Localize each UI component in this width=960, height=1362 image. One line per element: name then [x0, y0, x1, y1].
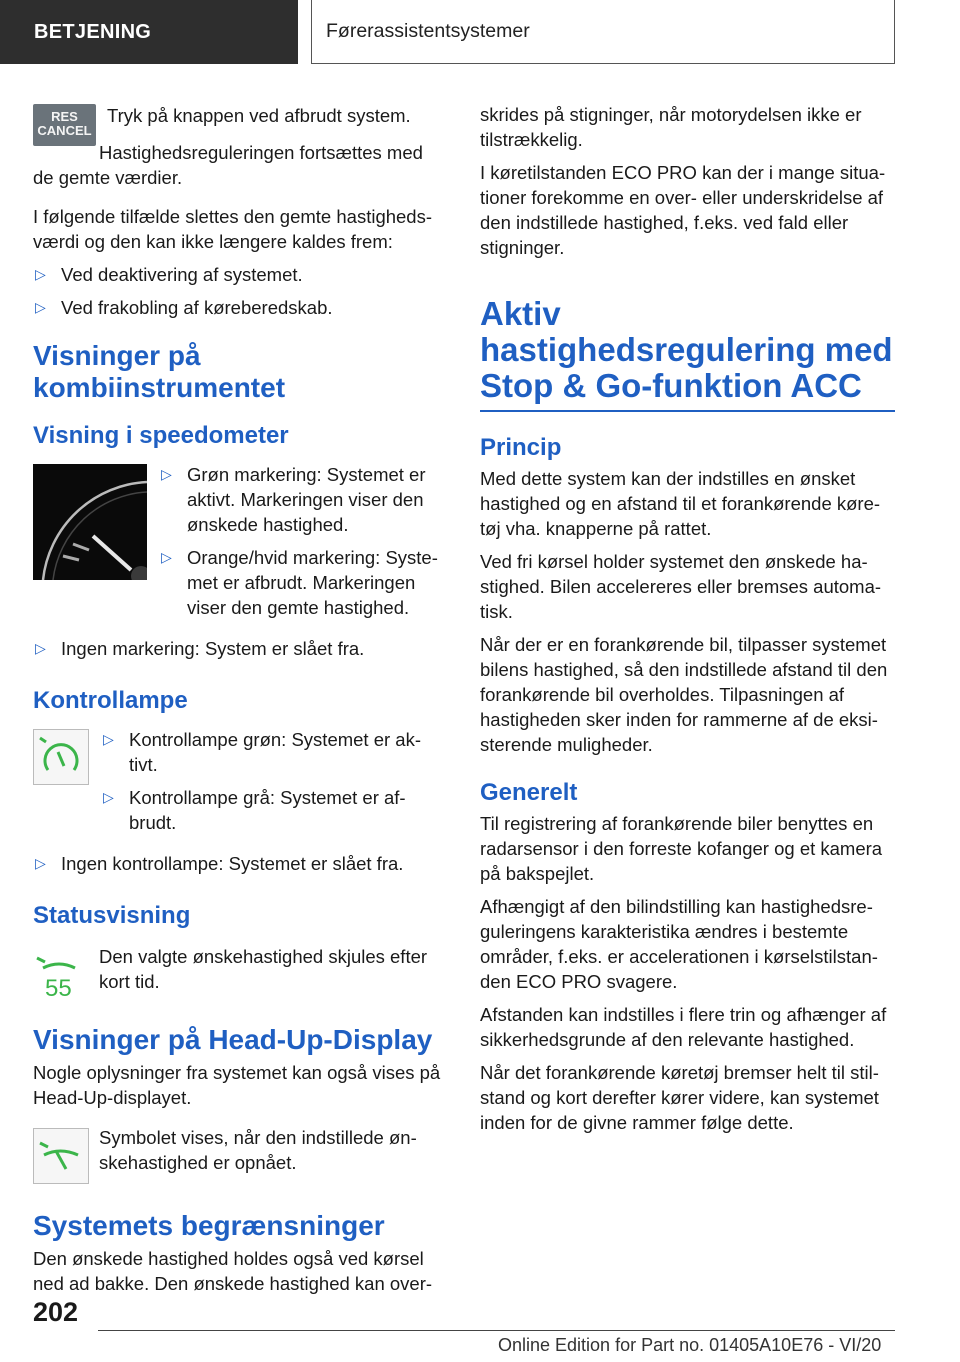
triangle-bullet-icon: ▷ — [161, 466, 172, 482]
heading-generelt: Generelt — [480, 779, 578, 806]
res-text: Tryk på knappen ved afbrudt system. — [107, 105, 411, 126]
lamp-row — [33, 727, 447, 851]
list-item: ▷ Kontrollampe grå: Systemet er af-brudt. — [103, 787, 406, 833]
status-speed-icon — [33, 944, 89, 1000]
lamp-list-2 — [33, 851, 447, 876]
hud-text: Nogle oplysninger fra systemet kan også vises på Head-Up-displayet. — [33, 1062, 441, 1108]
generelt-text-4: Når det forankørende køretøj bremser helt til stil-stand og kort derefter kører videre, kan systemet inden for de givne rammer følge dette. — [480, 1062, 879, 1133]
list-item: ▷ Kontrollampe grøn: Systemet er ak-tivt. — [103, 729, 421, 775]
heading-princip: Princip — [480, 434, 562, 461]
list-item: ▷ Ingen kontrollampe: Systemet er slået fra. — [35, 853, 404, 874]
res-text-continued: Hastighedsreguleringen fortsættes med de gemte værdier. — [33, 142, 423, 188]
svg-text:55: 55 — [45, 975, 72, 1000]
eco-pro-text: I køretilstanden ECO PRO kan der i mange situa-tioner forekomme en over- eller underskridelse af den indstillede hastighed, f.eks. ved fald eller stigninger. — [480, 162, 886, 258]
res-cancel-button-icon: RES CANCEL — [33, 104, 96, 146]
speedo-list — [159, 462, 447, 628]
heading-lamp: Kontrollampe — [33, 687, 188, 714]
acc-indicator-lamp-icon — [33, 729, 89, 785]
heading-hud: Visninger på Head-Up-Display — [33, 1024, 433, 1055]
hud-row — [33, 1124, 447, 1184]
speedo-list-2 — [33, 636, 447, 661]
princip-text-3: Når der er en forankørende bil, tilpasser systemet bilens hastighed, så den indstillede afstand til den forankørende bil overholdes. Tilpasningen af hastigheden sker inden for rammerne af de eksi-sterende muligheder. — [480, 634, 888, 755]
speedometer-image-icon — [33, 464, 147, 580]
triangle-bullet-icon: ▷ — [103, 731, 114, 747]
generelt-text-1: Til registrering af forankørende biler benyttes en radarsensor i den forreste kofanger og et kamera på bakspejlet. — [480, 813, 883, 884]
triangle-bullet-icon: ▷ — [35, 640, 46, 656]
triangle-bullet-icon: ▷ — [161, 549, 172, 565]
footer-rule — [98, 1330, 895, 1331]
lamp-list — [101, 727, 446, 843]
heading-limits: Systemets begrænsninger — [33, 1210, 385, 1241]
speedo-row — [33, 462, 447, 636]
list-item: ▷ Grøn markering: Systemet er aktivt. Markeringen viser den ønskede hastighed. — [161, 464, 426, 535]
right-column — [480, 102, 895, 1143]
section-tab: BETJENING — [0, 0, 298, 64]
list-item: ▷ Ved deaktivering af systemet. — [35, 264, 303, 285]
limits-text: Den ønskede hastighed holdes også ved kørsel ned ad bakke. Den ønskede hastighed kan over- — [33, 1248, 433, 1294]
delete-paragraph: I følgende tilfælde slettes den gemte hastigheds-værdi og den kan ikke længere kaldes frem: — [33, 206, 433, 252]
hud-icon-text: Symbolet vises, når den indstillede øn-skehastighed er opnået. — [99, 1127, 417, 1173]
triangle-bullet-icon: ▷ — [35, 299, 46, 315]
heading-acc: Aktiv hastighedsregulering med Stop & Go-funktion ACC — [480, 295, 893, 404]
delete-list — [33, 262, 447, 320]
triangle-bullet-icon: ▷ — [35, 855, 46, 871]
status-row — [33, 942, 447, 1002]
list-item: ▷ Ved frakobling af køreberedskab. — [35, 297, 333, 318]
page-header — [0, 0, 960, 66]
generelt-text-2: Afhængigt af den bilindstilling kan hastighedsre-guleringens karakteristika ændres i bestemte områder, f.eks. er accelerationen i kørselstilstan-den ECO PRO svagere. — [480, 896, 878, 992]
generelt-text-3: Afstanden kan indstilles i flere trin og afhænger af sikkerhedsgrunde af den relevante hastighed. — [480, 1004, 887, 1050]
princip-text-2: Ved fri kørsel holder systemet den ønskede ha-stighed. Bilen accelereres eller bremses automa-tisk. — [480, 551, 882, 622]
triangle-bullet-icon: ▷ — [103, 789, 114, 805]
left-column — [33, 102, 447, 1304]
list-item: ▷ Orange/hvid markering: Syste-met er afbrudt. Markeringen viser den gemte hastighed. — [161, 547, 438, 618]
page-number: 202 — [33, 1297, 79, 1327]
triangle-bullet-icon: ▷ — [35, 266, 46, 282]
status-text: Den valgte ønskehastighed skjules efter kort tid. — [99, 946, 428, 992]
list-item: ▷ Ingen markering: System er slået fra. — [35, 638, 365, 659]
heading-status: Statusvisning — [33, 902, 191, 929]
heading-speedo: Visning i speedometer — [33, 422, 289, 449]
heading-rule — [480, 410, 895, 412]
chapter-title: Førerassistentsystemer — [311, 0, 895, 64]
footer-edition: Online Edition for Part no. 01405A10E76 - VI/20 — [498, 1335, 882, 1355]
hud-acc-icon — [33, 1128, 89, 1184]
heading-kombi: Visninger på kombiinstrumentet — [33, 340, 286, 403]
continuation-text: skrides på stigninger, når motorydelsen ikke er tilstrækkelig. — [480, 104, 862, 150]
princip-text-1: Med dette system kan der indstilles en ønsket hastighed og en afstand til et forankørende køre-tøj vha. knapperne på rattet. — [480, 468, 881, 539]
